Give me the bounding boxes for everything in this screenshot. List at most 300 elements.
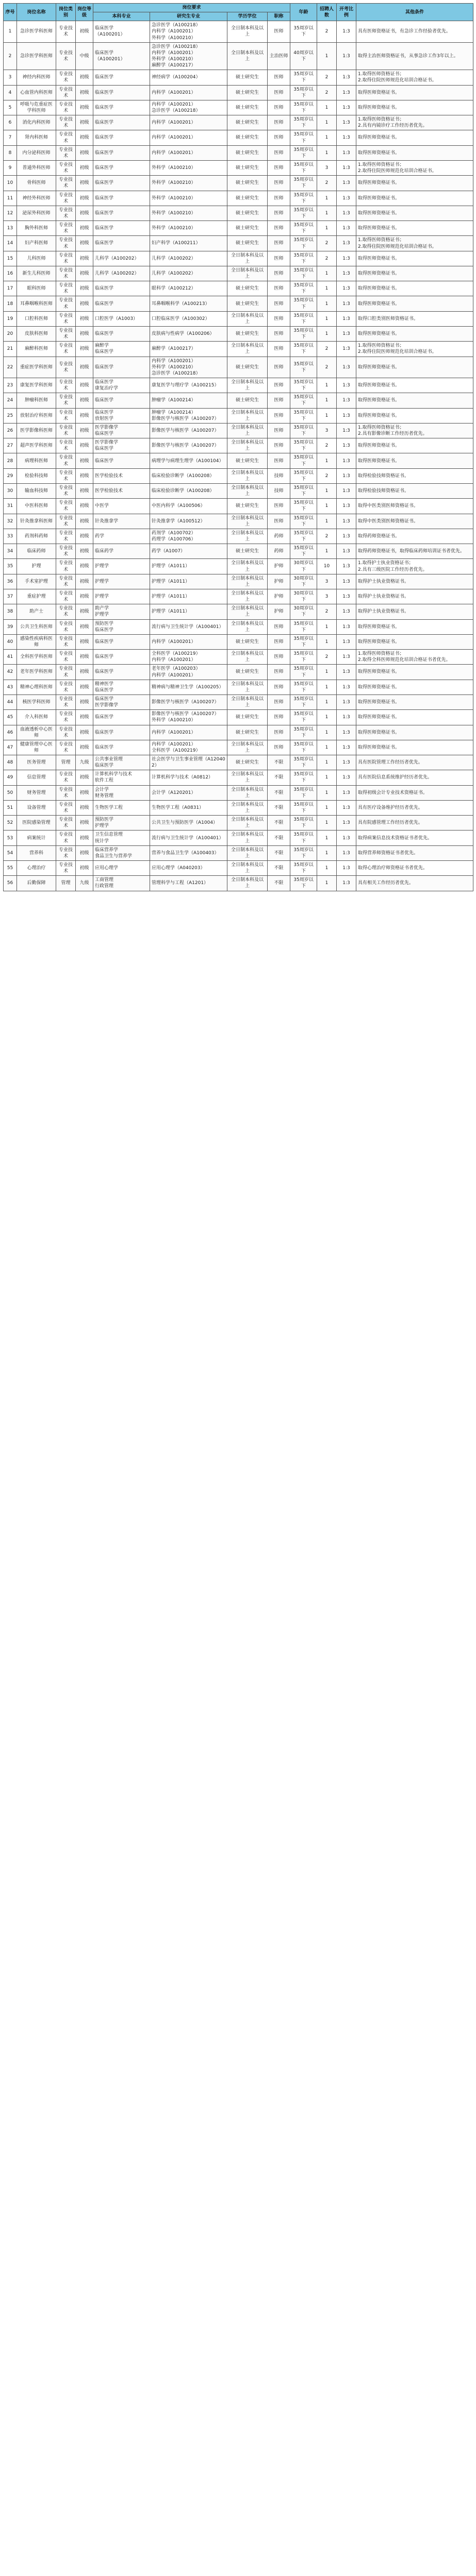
cell-dept: 血液透析中心医师 bbox=[17, 725, 56, 740]
cell-seq: 42 bbox=[4, 665, 17, 680]
cell-grade: 初级 bbox=[76, 160, 93, 175]
table-row bbox=[4, 115, 473, 130]
cell-title: 技师 bbox=[268, 468, 290, 483]
cell-grade: 初级 bbox=[76, 574, 93, 589]
cell-title: 不限 bbox=[268, 845, 290, 860]
cell-seq: 14 bbox=[4, 236, 17, 251]
cell-major-undergrad: 卫生信息管理 统计学 bbox=[93, 831, 150, 845]
cell-grade: 初级 bbox=[76, 468, 93, 483]
cell-title: 医师 bbox=[268, 740, 290, 755]
cell-level: 专业技术 bbox=[56, 740, 76, 755]
cell-other: 取得病案信息技术资格证书者优先。 bbox=[356, 831, 473, 845]
cell-title: 医师 bbox=[268, 160, 290, 175]
table-row bbox=[4, 191, 473, 206]
cell-degree: 全日制本科及以上 bbox=[227, 251, 268, 266]
cell-level: 专业技术 bbox=[56, 281, 76, 296]
cell-count: 3 bbox=[317, 589, 337, 604]
cell-count: 1 bbox=[317, 544, 337, 559]
cell-seq: 6 bbox=[4, 115, 17, 130]
cell-major-undergrad: 医学检验技术 bbox=[93, 484, 150, 499]
cell-grade: 中级 bbox=[76, 42, 93, 70]
cell-major-undergrad: 麻醉学 临床医学 bbox=[93, 342, 150, 357]
header-dept: 岗位名称 bbox=[17, 4, 56, 21]
cell-seq: 47 bbox=[4, 740, 17, 755]
cell-seq: 29 bbox=[4, 468, 17, 483]
cell-count: 2 bbox=[317, 342, 337, 357]
table-row bbox=[4, 327, 473, 342]
header-level: 岗位类别 bbox=[56, 4, 76, 21]
cell-age: 35周岁以下 bbox=[290, 544, 317, 559]
cell-title: 医师 bbox=[268, 408, 290, 423]
cell-age: 35周岁以下 bbox=[290, 145, 317, 160]
cell-title: 医师 bbox=[268, 206, 290, 221]
cell-degree: 全日制本科及以上 bbox=[227, 468, 268, 483]
cell-count: 1 bbox=[317, 876, 337, 891]
cell-ratio: 1:3 bbox=[337, 378, 356, 393]
cell-level: 管理 bbox=[56, 876, 76, 891]
cell-seq: 25 bbox=[4, 408, 17, 423]
cell-major-undergrad: 临床医学 bbox=[93, 236, 150, 251]
cell-degree: 硕士研究生 bbox=[227, 393, 268, 408]
cell-ratio: 1:3 bbox=[337, 453, 356, 468]
header-title: 职称 bbox=[268, 12, 290, 21]
cell-major-undergrad: 临床医学 bbox=[93, 357, 150, 378]
cell-major-grad: 肿瘤学（A100214） 影像医学与核医学（A100207） bbox=[150, 408, 227, 423]
cell-count: 1 bbox=[317, 221, 337, 236]
cell-ratio: 1:3 bbox=[337, 650, 356, 665]
table-row bbox=[4, 755, 473, 770]
cell-ratio: 1:3 bbox=[337, 559, 356, 574]
cell-major-grad: 内科学（A100201） bbox=[150, 725, 227, 740]
table-row bbox=[4, 342, 473, 357]
cell-major-undergrad: 生物医学工程 bbox=[93, 800, 150, 815]
cell-degree: 全日制本科及以上 bbox=[227, 408, 268, 423]
cell-major-undergrad: 临床医学 bbox=[93, 650, 150, 665]
cell-count: 2 bbox=[317, 236, 337, 251]
cell-seq: 30 bbox=[4, 484, 17, 499]
cell-major-undergrad: 中医学 bbox=[93, 499, 150, 514]
table-row bbox=[4, 266, 473, 281]
cell-seq: 5 bbox=[4, 100, 17, 115]
cell-level: 专业技术 bbox=[56, 619, 76, 634]
cell-other: 具有医师资格证书，有急诊工作经验者优先。 bbox=[356, 21, 473, 42]
cell-age: 30周岁以下 bbox=[290, 559, 317, 574]
cell-age: 35周岁以下 bbox=[290, 725, 317, 740]
cell-dept: 耳鼻咽喉科医师 bbox=[17, 296, 56, 311]
cell-dept: 感染性疾病科医师 bbox=[17, 634, 56, 649]
cell-count: 2 bbox=[317, 604, 337, 619]
cell-age: 35周岁以下 bbox=[290, 236, 317, 251]
cell-degree: 全日制本科及以上 bbox=[227, 740, 268, 755]
cell-seq: 35 bbox=[4, 559, 17, 574]
cell-seq: 46 bbox=[4, 725, 17, 740]
cell-major-undergrad: 临床医学 bbox=[93, 393, 150, 408]
cell-degree: 全日制本科及以上 bbox=[227, 770, 268, 785]
cell-major-grad: 临床检验诊断学（A100208） bbox=[150, 484, 227, 499]
cell-dept: 介入科医师 bbox=[17, 710, 56, 725]
table-row bbox=[4, 221, 473, 236]
cell-level: 专业技术 bbox=[56, 42, 76, 70]
cell-level: 专业技术 bbox=[56, 574, 76, 589]
cell-age: 35周岁以下 bbox=[290, 800, 317, 815]
cell-age: 35周岁以下 bbox=[290, 100, 317, 115]
cell-major-undergrad: 医学检验技术 bbox=[93, 468, 150, 483]
cell-dept: 医院感染管理 bbox=[17, 816, 56, 831]
cell-ratio: 1:3 bbox=[337, 529, 356, 544]
cell-grade: 初级 bbox=[76, 725, 93, 740]
cell-grade: 初级 bbox=[76, 680, 93, 694]
cell-count: 1 bbox=[317, 755, 337, 770]
cell-ratio: 1:3 bbox=[337, 694, 356, 709]
cell-ratio: 1:3 bbox=[337, 574, 356, 589]
cell-seq: 15 bbox=[4, 251, 17, 266]
header-major-undergrad: 本科专业 bbox=[93, 12, 150, 21]
cell-major-undergrad: 医学影像学 临床医学 bbox=[93, 438, 150, 453]
cell-major-undergrad: 临床营养学 食品卫生与营养学 bbox=[93, 845, 150, 860]
cell-age: 35周岁以下 bbox=[290, 710, 317, 725]
cell-count: 2 bbox=[317, 85, 337, 100]
cell-grade: 初级 bbox=[76, 130, 93, 145]
cell-age: 30周岁以下 bbox=[290, 574, 317, 589]
cell-major-undergrad: 应用心理学 bbox=[93, 861, 150, 876]
cell-seq: 31 bbox=[4, 499, 17, 514]
cell-seq: 4 bbox=[4, 85, 17, 100]
cell-count: 1 bbox=[317, 281, 337, 296]
cell-dept: 老年医学科医师 bbox=[17, 665, 56, 680]
table-row bbox=[4, 145, 473, 160]
cell-seq: 12 bbox=[4, 206, 17, 221]
cell-grade: 初级 bbox=[76, 845, 93, 860]
cell-degree: 全日制本科及以上 bbox=[227, 876, 268, 891]
cell-level: 专业技术 bbox=[56, 770, 76, 785]
cell-count: 1 bbox=[317, 740, 337, 755]
cell-major-grad: 妇产科学（A100211） bbox=[150, 236, 227, 251]
cell-title: 医师 bbox=[268, 694, 290, 709]
cell-dept: 手术室护理 bbox=[17, 574, 56, 589]
cell-title: 药师 bbox=[268, 544, 290, 559]
cell-grade: 初级 bbox=[76, 634, 93, 649]
cell-age: 35周岁以下 bbox=[290, 115, 317, 130]
table-row bbox=[4, 876, 473, 891]
cell-title: 医师 bbox=[268, 100, 290, 115]
table-row bbox=[4, 589, 473, 604]
cell-ratio: 1:3 bbox=[337, 160, 356, 175]
cell-major-grad: 内科学（A100201） bbox=[150, 115, 227, 130]
table-row bbox=[4, 378, 473, 393]
cell-major-undergrad: 临床医学 bbox=[93, 115, 150, 130]
cell-major-grad: 影像医学与核医学（A100207） bbox=[150, 694, 227, 709]
cell-dept: 病案统计 bbox=[17, 831, 56, 845]
cell-dept: 急诊医学科医师 bbox=[17, 42, 56, 70]
cell-dept: 后勤保障 bbox=[17, 876, 56, 891]
cell-major-undergrad: 儿科学（A100202） bbox=[93, 251, 150, 266]
cell-seq: 37 bbox=[4, 589, 17, 604]
cell-dept: 助产士 bbox=[17, 604, 56, 619]
cell-age: 35周岁以下 bbox=[290, 342, 317, 357]
cell-ratio: 1:3 bbox=[337, 100, 356, 115]
cell-major-undergrad: 护理学 bbox=[93, 559, 150, 574]
cell-count: 1 bbox=[317, 100, 337, 115]
cell-grade: 初级 bbox=[76, 650, 93, 665]
cell-level: 专业技术 bbox=[56, 785, 76, 800]
cell-count: 1 bbox=[317, 845, 337, 860]
cell-count: 2 bbox=[317, 650, 337, 665]
cell-ratio: 1:3 bbox=[337, 725, 356, 740]
cell-grade: 初级 bbox=[76, 327, 93, 342]
cell-title: 主治医师 bbox=[268, 42, 290, 70]
cell-age: 35周岁以下 bbox=[290, 176, 317, 191]
cell-seq: 27 bbox=[4, 438, 17, 453]
cell-level: 专业技术 bbox=[56, 589, 76, 604]
cell-ratio: 1:3 bbox=[337, 70, 356, 85]
cell-ratio: 1:3 bbox=[337, 680, 356, 694]
table-row bbox=[4, 100, 473, 115]
cell-dept: 设备管理 bbox=[17, 800, 56, 815]
table-row bbox=[4, 296, 473, 311]
cell-major-undergrad: 药学 bbox=[93, 529, 150, 544]
table-body bbox=[4, 21, 473, 891]
cell-count: 1 bbox=[317, 725, 337, 740]
cell-title: 医师 bbox=[268, 725, 290, 740]
cell-age: 40周岁以下 bbox=[290, 42, 317, 70]
cell-other: 取得检验技师资格证书。 bbox=[356, 484, 473, 499]
cell-level: 专业技术 bbox=[56, 145, 76, 160]
cell-other: 取得医师资格证书。 bbox=[356, 281, 473, 296]
cell-age: 35周岁以下 bbox=[290, 861, 317, 876]
cell-major-grad: 内科学（A100201） bbox=[150, 85, 227, 100]
cell-major-undergrad: 临床医学 bbox=[93, 176, 150, 191]
cell-title: 医师 bbox=[268, 145, 290, 160]
cell-count: 1 bbox=[317, 680, 337, 694]
cell-level: 专业技术 bbox=[56, 70, 76, 85]
cell-age: 35周岁以下 bbox=[290, 876, 317, 891]
cell-dept: 普通外科医师 bbox=[17, 160, 56, 175]
cell-degree: 全日制本科及以上 bbox=[227, 861, 268, 876]
cell-age: 35周岁以下 bbox=[290, 484, 317, 499]
cell-age: 35周岁以下 bbox=[290, 206, 317, 221]
cell-seq: 33 bbox=[4, 529, 17, 544]
cell-level: 专业技术 bbox=[56, 650, 76, 665]
cell-title: 医师 bbox=[268, 453, 290, 468]
cell-major-grad: 营养与食品卫生学（A100403） bbox=[150, 845, 227, 860]
table-row bbox=[4, 311, 473, 326]
cell-age: 35周岁以下 bbox=[290, 85, 317, 100]
cell-degree: 硕士研究生 bbox=[227, 70, 268, 85]
cell-ratio: 1:3 bbox=[337, 514, 356, 529]
cell-age: 35周岁以下 bbox=[290, 680, 317, 694]
cell-seq: 28 bbox=[4, 453, 17, 468]
table-row bbox=[4, 438, 473, 453]
cell-title: 医师 bbox=[268, 281, 290, 296]
cell-title: 护师 bbox=[268, 604, 290, 619]
cell-seq: 26 bbox=[4, 423, 17, 438]
job-table bbox=[3, 3, 473, 891]
cell-ratio: 1:3 bbox=[337, 21, 356, 42]
cell-seq: 22 bbox=[4, 357, 17, 378]
cell-level: 专业技术 bbox=[56, 311, 76, 326]
cell-other: 取得医师资格证书。 bbox=[356, 710, 473, 725]
cell-grade: 初级 bbox=[76, 423, 93, 438]
table-row bbox=[4, 725, 473, 740]
cell-count: 3 bbox=[317, 423, 337, 438]
cell-major-grad: 药剂学（A100702） 药理学（A100706） bbox=[150, 529, 227, 544]
cell-count: 1 bbox=[317, 453, 337, 468]
cell-major-undergrad: 临床医学 bbox=[93, 191, 150, 206]
cell-major-grad: 肿瘤学（A100214） bbox=[150, 393, 227, 408]
cell-age: 35周岁以下 bbox=[290, 514, 317, 529]
cell-count: 1 bbox=[317, 311, 337, 326]
cell-ratio: 1:3 bbox=[337, 130, 356, 145]
cell-major-grad: 护理学（A1011） bbox=[150, 604, 227, 619]
cell-title: 医师 bbox=[268, 499, 290, 514]
cell-ratio: 1:3 bbox=[337, 755, 356, 770]
cell-count: 1 bbox=[317, 770, 337, 785]
cell-dept: 肾内科医师 bbox=[17, 130, 56, 145]
cell-count: 1 bbox=[317, 145, 337, 160]
cell-title: 医师 bbox=[268, 176, 290, 191]
cell-other: 取得医师资格证书。 bbox=[356, 694, 473, 709]
table-row bbox=[4, 499, 473, 514]
cell-title: 医师 bbox=[268, 85, 290, 100]
cell-grade: 初级 bbox=[76, 281, 93, 296]
cell-major-undergrad: 临床医学 bbox=[93, 206, 150, 221]
cell-other: 具有医院管理工作经历者优先。 bbox=[356, 755, 473, 770]
cell-degree: 硕士研究生 bbox=[227, 281, 268, 296]
cell-other: 取得医师资格证书。 bbox=[356, 296, 473, 311]
cell-degree: 全日制本科及以上 bbox=[227, 845, 268, 860]
header-requirements: 岗位要求 bbox=[93, 4, 290, 12]
cell-grade: 初级 bbox=[76, 816, 93, 831]
table-row bbox=[4, 634, 473, 649]
cell-major-grad: 儿科学（A100202） bbox=[150, 266, 227, 281]
cell-title: 医师 bbox=[268, 115, 290, 130]
cell-major-grad: 康复医学与理疗学（A100215） bbox=[150, 378, 227, 393]
cell-level: 专业技术 bbox=[56, 100, 76, 115]
table-row bbox=[4, 650, 473, 665]
table-row bbox=[4, 160, 473, 175]
cell-title: 医师 bbox=[268, 191, 290, 206]
cell-title: 不限 bbox=[268, 770, 290, 785]
table-header bbox=[4, 4, 473, 21]
cell-grade: 初级 bbox=[76, 408, 93, 423]
cell-seq: 3 bbox=[4, 70, 17, 85]
cell-major-undergrad: 临床医学 bbox=[93, 634, 150, 649]
cell-ratio: 1:3 bbox=[337, 236, 356, 251]
cell-major-grad: 护理学（A1011） bbox=[150, 589, 227, 604]
cell-ratio: 1:3 bbox=[337, 42, 356, 70]
cell-grade: 初级 bbox=[76, 311, 93, 326]
page-container bbox=[0, 0, 476, 896]
cell-grade: 初级 bbox=[76, 740, 93, 755]
cell-major-undergrad: 临床医学 bbox=[93, 221, 150, 236]
cell-seq: 52 bbox=[4, 816, 17, 831]
cell-dept: 呼吸与危重症医学科医师 bbox=[17, 100, 56, 115]
cell-major-grad: 急诊医学（A100218） 内科学（A100201） 外科学（A100210） bbox=[150, 21, 227, 42]
cell-count: 1 bbox=[317, 816, 337, 831]
cell-dept: 神经内科医师 bbox=[17, 70, 56, 85]
cell-level: 专业技术 bbox=[56, 266, 76, 281]
cell-title: 医师 bbox=[268, 296, 290, 311]
cell-title: 医师 bbox=[268, 311, 290, 326]
cell-major-grad: 计算机科学与技术（A0812） bbox=[150, 770, 227, 785]
cell-other: 取得营养师资格证书者优先。 bbox=[356, 845, 473, 860]
cell-count: 1 bbox=[317, 327, 337, 342]
cell-degree: 全日制本科及以上 bbox=[227, 574, 268, 589]
cell-grade: 初级 bbox=[76, 115, 93, 130]
cell-major-undergrad: 临床医学 （A100201） bbox=[93, 42, 150, 70]
cell-level: 专业技术 bbox=[56, 861, 76, 876]
cell-other: 取得医师资格证书。 bbox=[356, 327, 473, 342]
cell-other: 1.取得医师资格证书； 2.取得住院医师规范化培训合格证书。 bbox=[356, 236, 473, 251]
cell-degree: 全日制本科及以上 bbox=[227, 438, 268, 453]
cell-major-grad: 急诊医学（A100218） 内科学（A100201） 外科学（A100210） 麻醉学（A100217） bbox=[150, 42, 227, 70]
cell-count: 1 bbox=[317, 634, 337, 649]
cell-other: 取得医师资格证书。 bbox=[356, 619, 473, 634]
cell-count: 1 bbox=[317, 665, 337, 680]
cell-major-grad: 针灸推拿学（A100512） bbox=[150, 514, 227, 529]
cell-level: 专业技术 bbox=[56, 604, 76, 619]
cell-other: 取得医师资格证书。 bbox=[356, 408, 473, 423]
cell-degree: 硕士研究生 bbox=[227, 357, 268, 378]
cell-level: 专业技术 bbox=[56, 85, 76, 100]
cell-major-undergrad: 预防医学 临床医学 bbox=[93, 619, 150, 634]
cell-age: 35周岁以下 bbox=[290, 634, 317, 649]
cell-seq: 53 bbox=[4, 831, 17, 845]
cell-seq: 50 bbox=[4, 785, 17, 800]
cell-ratio: 1:3 bbox=[337, 468, 356, 483]
cell-degree: 硕士研究生 bbox=[227, 296, 268, 311]
cell-grade: 初级 bbox=[76, 21, 93, 42]
cell-grade: 初级 bbox=[76, 342, 93, 357]
cell-level: 专业技术 bbox=[56, 484, 76, 499]
cell-grade: 初级 bbox=[76, 296, 93, 311]
cell-age: 35周岁以下 bbox=[290, 296, 317, 311]
cell-ratio: 1:3 bbox=[337, 665, 356, 680]
cell-grade: 初级 bbox=[76, 800, 93, 815]
table-row bbox=[4, 514, 473, 529]
table-row bbox=[4, 694, 473, 709]
cell-degree: 全日制本科及以上 bbox=[227, 604, 268, 619]
cell-seq: 13 bbox=[4, 221, 17, 236]
cell-age: 35周岁以下 bbox=[290, 453, 317, 468]
cell-major-grad: 老年医学（A100203） 内科学（A100201） bbox=[150, 665, 227, 680]
cell-seq: 44 bbox=[4, 694, 17, 709]
cell-title: 医师 bbox=[268, 21, 290, 42]
cell-level: 专业技术 bbox=[56, 130, 76, 145]
cell-title: 医师 bbox=[268, 342, 290, 357]
cell-ratio: 1:3 bbox=[337, 191, 356, 206]
cell-major-grad: 内科学（A100201） bbox=[150, 145, 227, 160]
cell-title: 医师 bbox=[268, 378, 290, 393]
cell-degree: 全日制本科及以上 bbox=[227, 785, 268, 800]
cell-count: 1 bbox=[317, 408, 337, 423]
cell-major-grad: 内科学（A100201） 全科医学（A100219） bbox=[150, 740, 227, 755]
cell-dept: 针灸推拿科医师 bbox=[17, 514, 56, 529]
cell-title: 医师 bbox=[268, 70, 290, 85]
cell-grade: 初级 bbox=[76, 665, 93, 680]
table-row bbox=[4, 544, 473, 559]
cell-other: 取得医师资格证书。 bbox=[356, 266, 473, 281]
cell-other: 1.取得医师资格证书； 2.取得全科医师规范化培训合格证书者优先。 bbox=[356, 650, 473, 665]
cell-major-undergrad: 临床医学 bbox=[93, 665, 150, 680]
cell-ratio: 1:3 bbox=[337, 831, 356, 845]
cell-count: 1 bbox=[317, 861, 337, 876]
cell-title: 医师 bbox=[268, 665, 290, 680]
cell-ratio: 1:3 bbox=[337, 484, 356, 499]
cell-title: 医师 bbox=[268, 393, 290, 408]
cell-title: 医师 bbox=[268, 251, 290, 266]
cell-grade: 初级 bbox=[76, 589, 93, 604]
